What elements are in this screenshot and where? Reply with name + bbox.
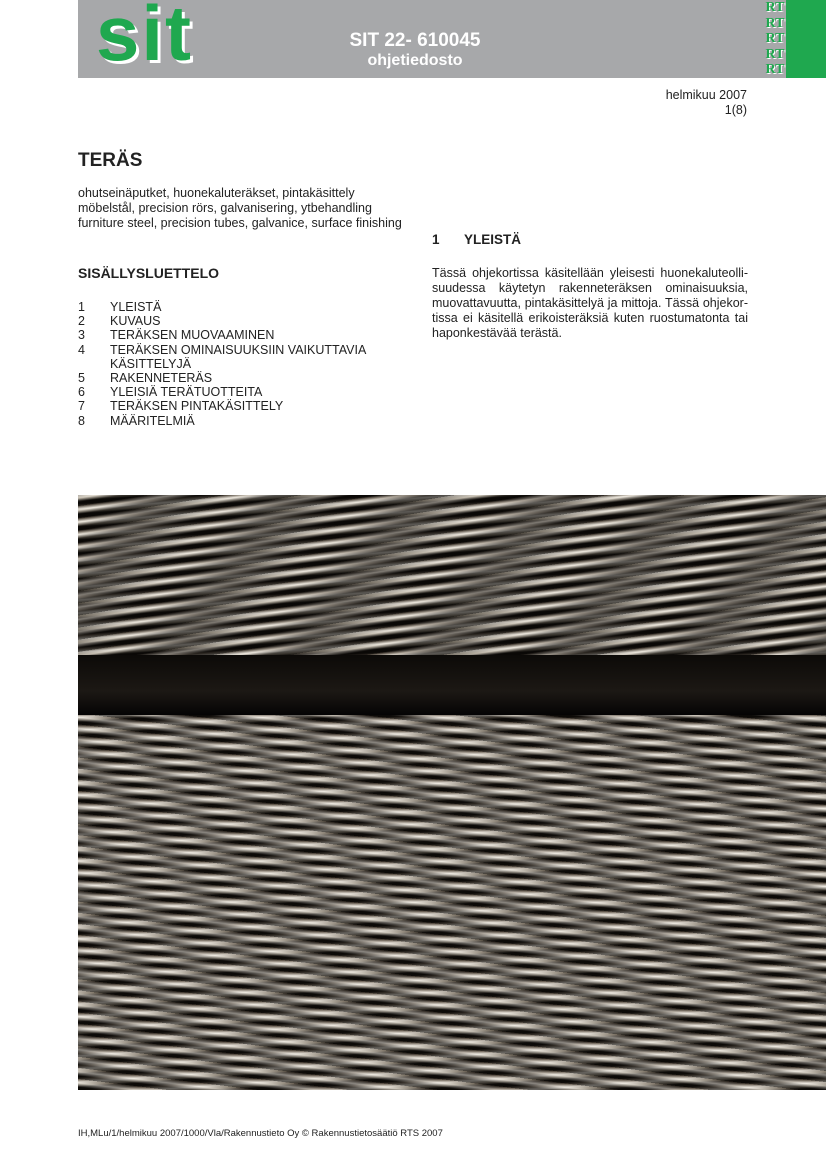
section-heading: 1 YLEISTÄ: [432, 232, 522, 247]
toc-label: TERÄKSEN PINTAKÄSITTELY: [110, 399, 284, 414]
toc-item: [78, 314, 366, 328]
steel-tubes-photo: [78, 495, 826, 1090]
toc-label: TERÄKSEN OMINAISUUKSIIN VAIKUTTAVIA: [110, 342, 367, 357]
toc-label: MÄÄRITELMIÄ: [110, 413, 195, 428]
page-title: TERÄS: [78, 150, 143, 171]
toc-item: [78, 300, 366, 314]
toc-number: 5: [78, 371, 85, 386]
toc-heading: SISÄLLYSLUETTELO: [78, 265, 220, 281]
toc-item: [78, 385, 366, 399]
toc-number: [78, 357, 110, 371]
date-block: helmikuu 2007 1(8): [665, 88, 747, 117]
sit-logo: sit: [96, 0, 194, 77]
toc-number: 3: [78, 328, 85, 343]
toc-number: 2: [78, 314, 85, 329]
keywords: ohutseinäputket, huonekaluteräkset, pintakäsittely möbelstål, precision rörs, galvanisering, ytbehandling furniture steel, precision tubes, galvanice, surface finishing: [78, 186, 402, 230]
section-paragraph: Tässä ohjekortissa käsitellään yleisesti huonekaluteolli- suudessa käytetyn rakenneteräksen ominaisuuksia, muovattavuutta, pintakäsittelyä ja mittoja. Tässä ohjekor- tissa ei käsitellä erikoisteräksiä kuten ruostumatonta tai haponkestävää terästä.: [432, 266, 748, 340]
table-of-contents: [78, 300, 366, 428]
toc-label: KUVAUS: [110, 314, 161, 329]
rt-logo: RT RT RT RT RT: [764, 0, 826, 78]
toc-label: KÄSITTELYJÄ: [110, 356, 192, 371]
toc-number: 4: [78, 342, 85, 357]
toc-item: [78, 357, 366, 371]
toc-item: [78, 328, 366, 342]
toc-label: YLEISTÄ: [110, 300, 162, 314]
toc-label: RAKENNETERÄS: [110, 371, 213, 386]
toc-item: [78, 343, 366, 357]
toc-item: [78, 399, 366, 413]
toc-number: 1: [78, 300, 85, 314]
toc-number: 7: [78, 399, 85, 414]
toc-label: TERÄKSEN MUOVAAMINEN: [110, 328, 275, 343]
toc-item: [78, 371, 366, 385]
toc-number: 6: [78, 385, 85, 400]
toc-label: YLEISIÄ TERÄTUOTTEITA: [110, 385, 263, 400]
toc-item: [78, 414, 366, 428]
toc-number: 8: [78, 413, 85, 428]
document-code: SIT 22- 610045 ohjetiedosto: [349, 30, 481, 69]
footer: IH,MLu/1/helmikuu 2007/1000/Vla/Rakennustieto Oy © Rakennustietosäätiö RTS 2007: [78, 1128, 443, 1139]
